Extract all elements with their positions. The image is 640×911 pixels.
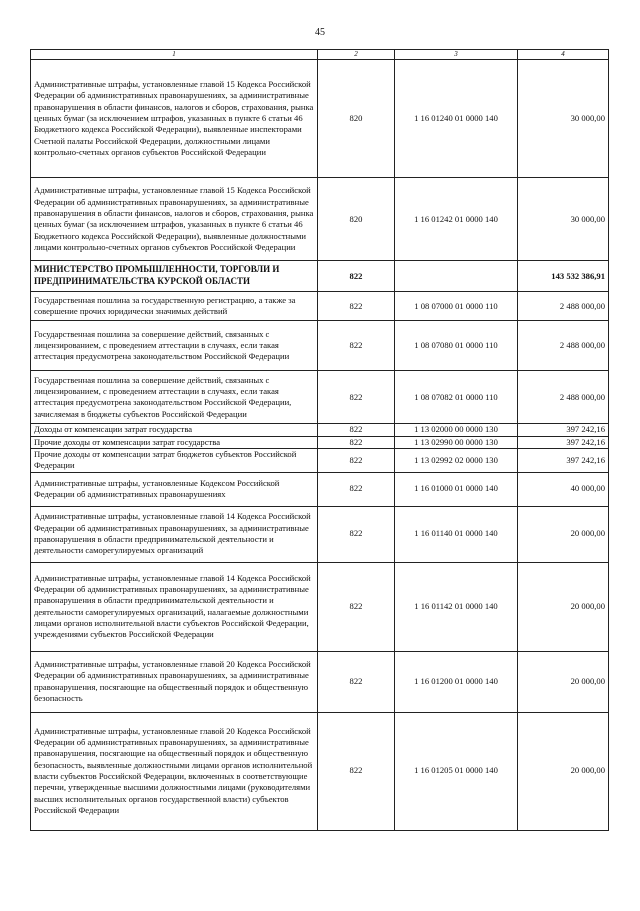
row-sum-cell: 397 242,16	[518, 448, 609, 472]
table-row	[31, 424, 609, 436]
table-row	[31, 562, 609, 651]
table-row	[31, 261, 609, 292]
row-admin-code-cell: 822	[318, 712, 395, 830]
row-name-cell: Доходы от компенсации затрат государства	[31, 424, 318, 436]
row-admin-code-cell: 822	[318, 436, 395, 448]
row-kbk-cell: 1 08 07080 01 0000 110	[395, 321, 518, 371]
table-row	[31, 436, 609, 448]
table-row	[31, 506, 609, 562]
table-row	[31, 448, 609, 472]
row-admin-code-cell: 822	[318, 448, 395, 472]
table-row	[31, 371, 609, 424]
table-row	[31, 292, 609, 321]
row-kbk-cell: 1 16 01242 01 0000 140	[395, 178, 518, 261]
table-row	[31, 472, 609, 506]
row-name-cell: Прочие доходы от компенсации затрат бюджетов субъектов Российской Федерации	[31, 448, 318, 472]
row-kbk-cell: 1 16 01240 01 0000 140	[395, 60, 518, 178]
row-sum-cell: 2 488 000,00	[518, 292, 609, 321]
row-sum-cell: 397 242,16	[518, 424, 609, 436]
row-name-cell: Прочие доходы от компенсации затрат государства	[31, 436, 318, 448]
row-name-cell: Административные штрафы, установленные главой 14 Кодекса Российской Федерации об административных правонарушениях, за административные правонарушения в области предпринимательской деятельности и деятельности саморегулируемых организаций	[31, 506, 318, 562]
row-name-cell: Государственная пошлина за совершение действий, связанных с лицензированием, с проведением аттестации в случаях, если такая аттестация предусмотрена законодательством Российской Федерации	[31, 321, 318, 371]
row-name-cell: Административные штрафы, установленные главой 15 Кодекса Российской Федерации об административных правонарушениях, за административные правонарушения в области финансов, налогов и сборов, страхования, рынка ценных бумаг (за исключением штрафов, указанных в пункте 6 статьи 46 Бюджетного кодекса Российской Федерации), выявленные инспекторами Счетной палаты Российской Федерации, должностными лицами контрольно-счетных органов субъектов Российской Федерации	[31, 60, 318, 178]
row-admin-code-cell: 822	[318, 371, 395, 424]
column-header-kbk: 3	[395, 50, 518, 60]
row-admin-code-cell: 822	[318, 562, 395, 651]
column-header-sum: 4	[518, 50, 609, 60]
row-kbk-cell: 1 08 07000 01 0000 110	[395, 292, 518, 321]
row-admin-code-cell: 822	[318, 261, 395, 292]
revenue-table	[30, 49, 609, 831]
row-admin-code-cell: 822	[318, 506, 395, 562]
row-admin-code-cell: 822	[318, 472, 395, 506]
row-name-cell: Административные штрафы, установленные главой 14 Кодекса Российской Федерации об административных правонарушениях, за административные правонарушения в области предпринимательской деятельности и деятельности саморегулируемых организаций, налагаемые должностными лицами органов исполнительной власти субъектов Российской Федерации, учреждениями субъектов Российской Федерации	[31, 562, 318, 651]
column-header-name: 1	[31, 50, 318, 60]
row-name-cell: Государственная пошлина за государственную регистрацию, а также за совершение прочих юридически значимых действий	[31, 292, 318, 321]
row-kbk-cell: 1 16 01140 01 0000 140	[395, 506, 518, 562]
table-row	[31, 712, 609, 830]
row-sum-cell: 2 488 000,00	[518, 371, 609, 424]
row-sum-cell: 2 488 000,00	[518, 321, 609, 371]
row-kbk-cell: 1 13 02992 02 0000 130	[395, 448, 518, 472]
row-admin-code-cell: 820	[318, 178, 395, 261]
row-kbk-cell	[395, 261, 518, 292]
table-row	[31, 60, 609, 178]
row-name-cell: МИНИСТЕРСТВО ПРОМЫШЛЕННОСТИ, ТОРГОВЛИ И ПРЕДПРИНИМАТЕЛЬСТВА КУРСКОЙ ОБЛАСТИ	[31, 261, 318, 292]
table-row	[31, 321, 609, 371]
row-sum-cell: 143 532 386,91	[518, 261, 609, 292]
row-admin-code-cell: 822	[318, 321, 395, 371]
row-name-cell: Административные штрафы, установленные главой 20 Кодекса Российской Федерации об административных правонарушениях, за административные правонарушения, посягающие на общественный порядок и общественную безопасность, выявленные должностными лицами органов исполнительной власти субъектов Российской Федерации, включенных в соответствующие перечни, утвержденные высшими должностными лицами (руководителями высших исполнительных органов государственной власти) субъектов Российской Федерации	[31, 712, 318, 830]
row-kbk-cell: 1 16 01142 01 0000 140	[395, 562, 518, 651]
row-sum-cell: 30 000,00	[518, 178, 609, 261]
row-kbk-cell: 1 16 01000 01 0000 140	[395, 472, 518, 506]
row-kbk-cell: 1 13 02990 00 0000 130	[395, 436, 518, 448]
table-row	[31, 178, 609, 261]
row-name-cell: Административные штрафы, установленные Кодексом Российской Федерации об административных правонарушениях	[31, 472, 318, 506]
row-sum-cell: 20 000,00	[518, 562, 609, 651]
table-row	[31, 651, 609, 712]
row-name-cell: Государственная пошлина за совершение действий, связанных с лицензированием, с проведением аттестации в случаях, если такая аттестация предусмотрена законодательством Российской Федерации, зачисляемая в бюджеты субъектов Российской Федерации	[31, 371, 318, 424]
row-admin-code-cell: 822	[318, 424, 395, 436]
row-sum-cell: 20 000,00	[518, 506, 609, 562]
row-sum-cell: 20 000,00	[518, 712, 609, 830]
row-kbk-cell: 1 16 01200 01 0000 140	[395, 651, 518, 712]
row-admin-code-cell: 820	[318, 60, 395, 178]
table-header-row	[31, 50, 609, 60]
row-sum-cell: 20 000,00	[518, 651, 609, 712]
row-kbk-cell: 1 08 07082 01 0000 110	[395, 371, 518, 424]
row-sum-cell: 40 000,00	[518, 472, 609, 506]
column-header-admin-code: 2	[318, 50, 395, 60]
row-admin-code-cell: 822	[318, 292, 395, 321]
row-kbk-cell: 1 13 02000 00 0000 130	[395, 424, 518, 436]
row-kbk-cell: 1 16 01205 01 0000 140	[395, 712, 518, 830]
row-name-cell: Административные штрафы, установленные главой 15 Кодекса Российской Федерации об административных правонарушениях, за административные правонарушения в области финансов, налогов и сборов, страхования, рынка ценных бумаг (за исключением штрафов, указанных в пункте 6 статьи 46 Бюджетного кодекса Российской Федерации), выявленные должностными лицами контрольно-счетных органов субъектов Российской Федерации	[31, 178, 318, 261]
row-admin-code-cell: 822	[318, 651, 395, 712]
row-sum-cell: 30 000,00	[518, 60, 609, 178]
row-name-cell: Административные штрафы, установленные главой 20 Кодекса Российской Федерации об административных правонарушениях, за административные правонарушения, посягающие на общественный порядок и общественную безопасность	[31, 651, 318, 712]
page-number: 45	[315, 27, 325, 38]
row-sum-cell: 397 242,16	[518, 436, 609, 448]
